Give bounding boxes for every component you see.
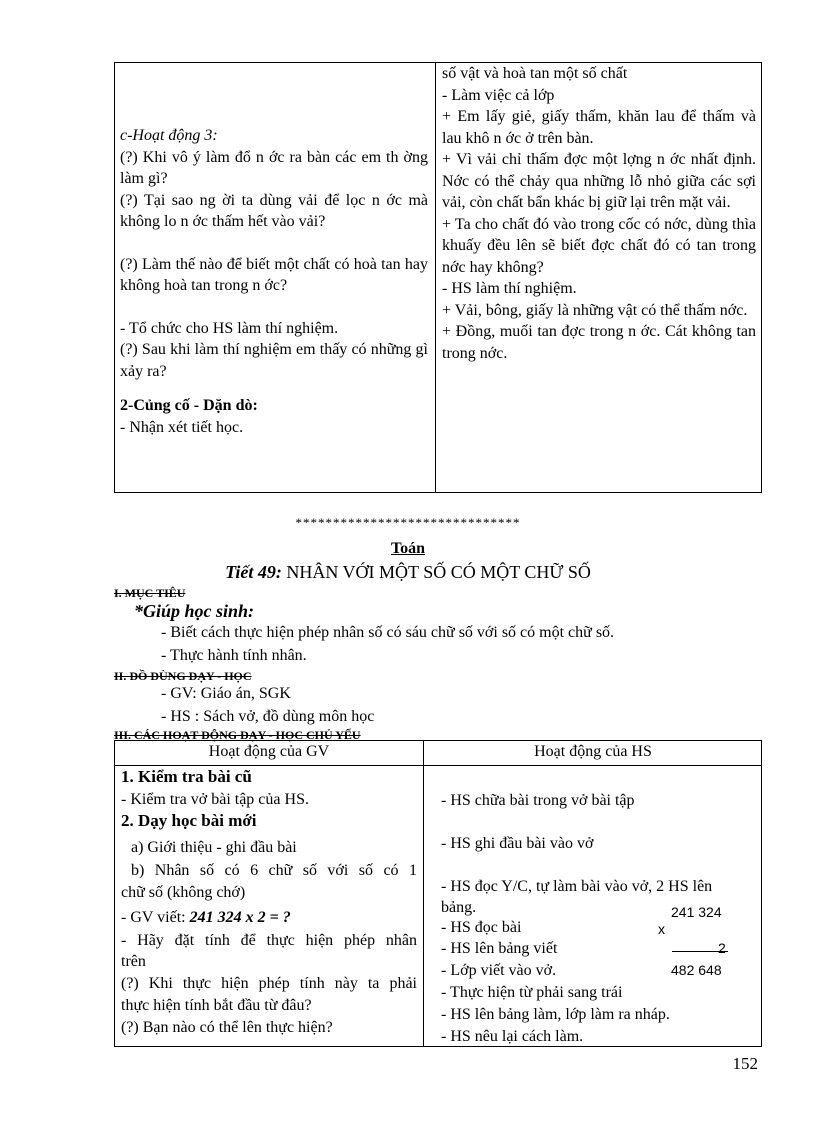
example-expression: 241 324 x 2 = ? bbox=[189, 909, 291, 926]
step-heading: 2. Dạy học bài mới bbox=[121, 811, 257, 830]
lesson-name: NHÂN VỚI MỘT SỐ CÓ MỘT CHỮ SỐ bbox=[286, 562, 591, 582]
student-step: - HS chữa bài trong vở bài tập bbox=[441, 792, 635, 809]
teacher-instruction: - Nhận xét tiết học. bbox=[120, 418, 244, 436]
student-step: - HS ghi đầu bài vào vở bbox=[441, 835, 594, 852]
student-step: - HS nêu lại cách làm. bbox=[441, 1028, 584, 1045]
lesson-number: Tiết 49: bbox=[225, 562, 282, 582]
subject-title: Toán bbox=[390, 540, 426, 557]
student-step: - HS lên bảng làm, lớp làm ra nháp. bbox=[441, 1006, 670, 1023]
teacher-question: (?) Khi thực hiện phép tính này ta phải bbox=[121, 975, 417, 992]
teacher-instruction: - Tổ chức cho HS làm thí nghiệm. bbox=[120, 319, 339, 337]
teacher-step: trên bbox=[121, 953, 146, 970]
step-heading: 1. Kiểm tra bài cũ bbox=[121, 767, 252, 786]
objective-item: - Biết cách thực hiện phép nhân số có sáu chữ số với số có một chữ số. bbox=[161, 624, 615, 641]
calc-result: 482 648 bbox=[671, 962, 722, 978]
header-student: Hoạt động của HS bbox=[534, 743, 652, 760]
divider-stars: ****************************** bbox=[295, 515, 521, 530]
student-step: - HS đọc Y/C, tự làm bài vào vở, 2 HS lên bbox=[441, 878, 713, 895]
teacher-step: chữ số (không chớ) bbox=[121, 884, 246, 901]
student-step: bảng. bbox=[441, 899, 477, 916]
section-materials-heading: II. ĐỒ DÙNG DẠY - HỌC bbox=[114, 669, 252, 683]
teacher-step: b) Nhân số có 6 chữ số với số có 1 bbox=[131, 862, 417, 879]
materials-item: - HS : Sách vở, đồ dùng môn học bbox=[161, 708, 375, 725]
teacher-step: a) Giới thiệu - ghi đầu bài bbox=[131, 839, 297, 856]
header-teacher: Hoạt động của GV bbox=[208, 743, 330, 760]
student-step: - HS đọc bài bbox=[441, 919, 522, 936]
section-activities-heading: III. CÁC HOẠT ĐỘNG DẠY - HỌC CHỦ YẾU bbox=[114, 728, 361, 742]
student-step: - Lớp viết vào vở. bbox=[441, 962, 557, 979]
activity-table-bottom bbox=[114, 740, 762, 1047]
teacher-step: - Hãy đặt tính để thực hiện phép nhân bbox=[121, 932, 417, 949]
teacher-question: (?) Bạn nào có thể lên thực hiện? bbox=[121, 1019, 333, 1036]
student-answer: - Làm việc cả lớp bbox=[442, 86, 555, 104]
student-answer: + Em lấy giẻ, giấy thấm, khăn lau để thấm và lau khô n ớc ở trên bàn. bbox=[442, 108, 756, 147]
teacher-step: - GV viết: 241 324 x 2 = ? bbox=[121, 909, 291, 926]
section-heading: 2-Củng cố - Dặn dò: bbox=[120, 397, 258, 414]
header-separator bbox=[115, 765, 761, 766]
student-answer: - HS làm thí nghiệm. bbox=[442, 280, 577, 297]
section-objectives-heading: I. MỤC TIÊU bbox=[114, 586, 186, 600]
objective-item: - Thực hành tính nhân. bbox=[161, 647, 307, 664]
student-answer: + Vải, bông, giấy là những vật có thể thấm nớc. bbox=[442, 301, 748, 319]
teacher-question: (?) Sau khi làm thí nghiệm em thấy có những gì xảy ra? bbox=[120, 341, 428, 380]
table-divider bbox=[423, 741, 424, 1046]
calc-operand-b: 2 bbox=[718, 940, 726, 956]
teacher-question: thực hiện tính bắt đầu từ đâu? bbox=[121, 997, 312, 1014]
teacher-step: - Kiểm tra vở bài tập của HS. bbox=[121, 791, 309, 808]
student-answer: + Vì vải chỉ thấm đợc một lợng n ớc nhất định. Nớc có thể chảy qua những lỗ nhỏ giữa các sợi vải, còn chất bẩn khác bị giữ lại trên mặt vải. bbox=[442, 151, 756, 211]
activity-heading: c-Hoạt động 3: bbox=[120, 127, 218, 144]
materials-item: - GV: Giáo án, SGK bbox=[161, 685, 291, 702]
teacher-question: (?) Tại sao ng ời ta dùng vải để lọc n ớc mà không lo n ớc thấm hết vào vải? bbox=[120, 191, 428, 230]
student-answer: + Ta cho chất đó vào trong cốc có nớc, dùng thìa khuấy đều lên sẽ biết đợc chất đó có tan trong nớc hay không? bbox=[442, 215, 756, 276]
teacher-question: (?) Làm thế nào để biết một chất có hoà tan hay không hoà tan trong n ớc? bbox=[120, 255, 428, 294]
calc-operand-a: 241 324 bbox=[671, 904, 722, 920]
objectives-intro: *Giúp học sinh: bbox=[134, 601, 255, 621]
calc-line bbox=[672, 951, 728, 952]
calc-operator: x bbox=[658, 921, 665, 937]
teacher-column bbox=[120, 125, 428, 438]
student-answer: + Đồng, muối tan đợc trong n ớc. Cát không tan trong nớc. bbox=[442, 323, 756, 362]
student-step: - HS lên bảng viết bbox=[441, 940, 558, 957]
lesson-title bbox=[0, 562, 816, 583]
activity-table-top bbox=[114, 62, 762, 493]
table-divider bbox=[435, 63, 436, 492]
page-number: 152 bbox=[732, 1054, 758, 1073]
student-answer: số vật và hoà tan một số chất bbox=[442, 65, 628, 82]
student-step: - Thực hiện từ phải sang trái bbox=[441, 984, 623, 1001]
student-column bbox=[442, 63, 756, 364]
teacher-question: (?) Khi vô ý làm đổ n ớc ra bàn các em th ờng làm gì? bbox=[120, 148, 428, 187]
